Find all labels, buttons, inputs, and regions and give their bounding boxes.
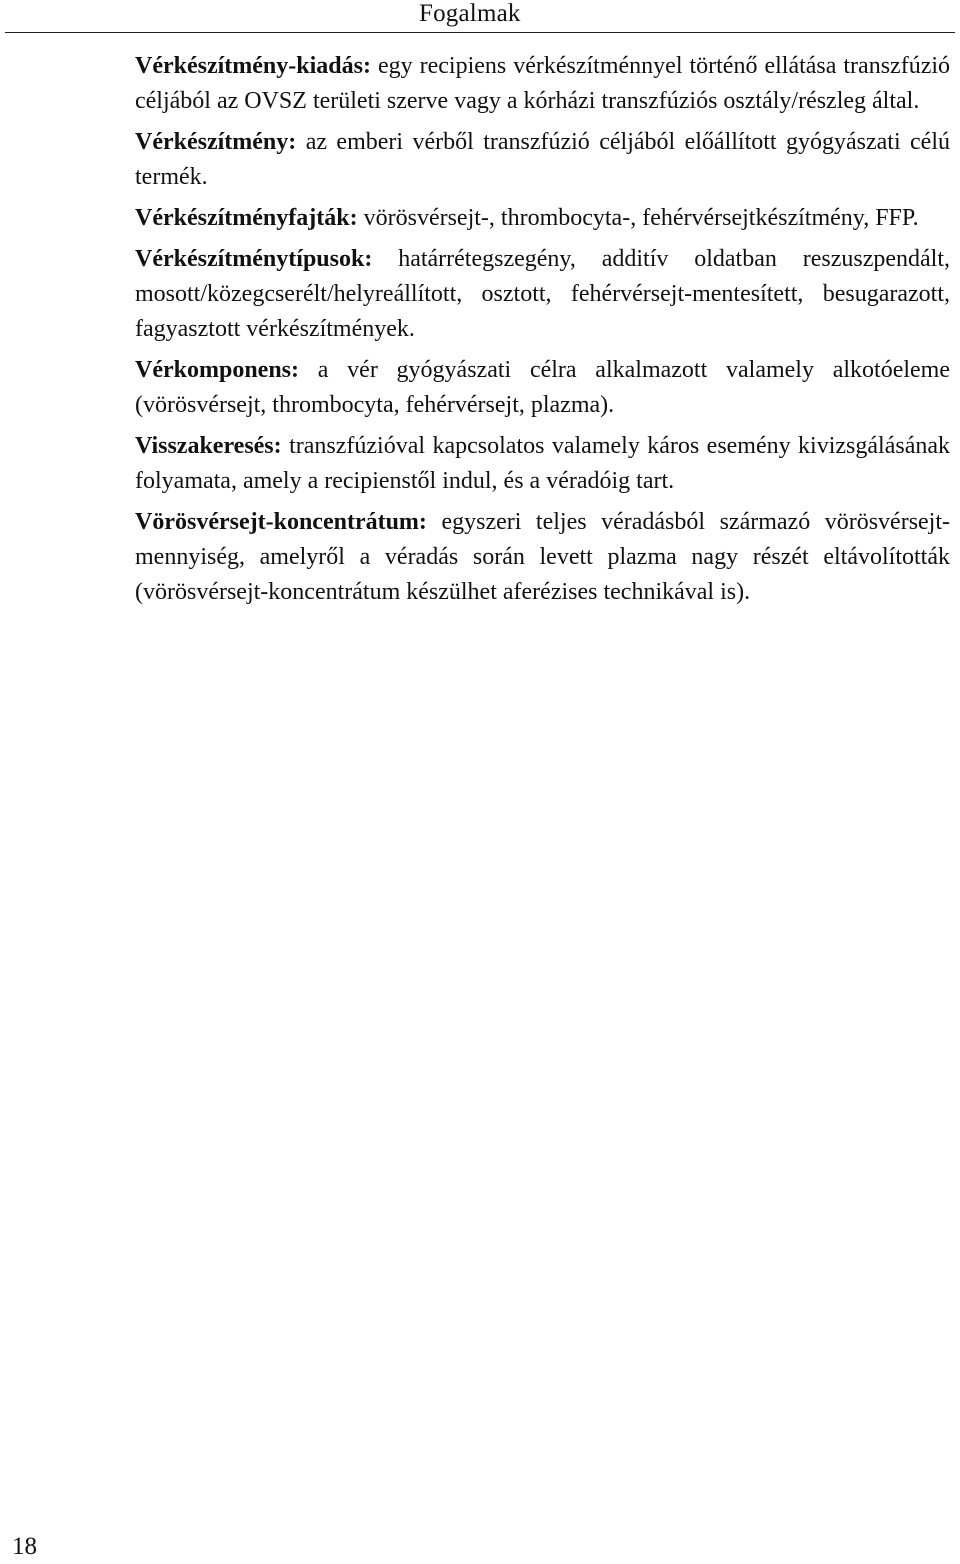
- running-title: Fogalmak: [419, 0, 521, 27]
- glossary-term: Vörösvérsejt-koncentrátum:: [135, 509, 427, 535]
- glossary-entry: [135, 429, 950, 499]
- glossary-term: Vérkészítmény-kiadás:: [135, 53, 371, 79]
- glossary-term: Vérkészítménytípusok:: [135, 246, 373, 272]
- glossary-term: Vérkészítményfajták:: [135, 205, 358, 231]
- glossary-entry: [135, 201, 950, 236]
- glossary-entry: [135, 353, 950, 423]
- glossary-entry: [135, 125, 950, 195]
- glossary-definition: egy recipiens vérkészítménnyel történő ellátása transzfúzió céljából az OVSZ területi szerve vagy a kórházi transzfúziós osztály/részleg által.: [135, 53, 951, 114]
- glossary-entry: [135, 505, 950, 610]
- page-number: 18: [12, 1533, 37, 1560]
- glossary-entry: [135, 49, 950, 119]
- running-header: [0, 0, 955, 34]
- glossary-definition: transzfúzióval kapcsolatos valamely káros esemény kivizsgálásának folyamata, amely a recipienstől indul, és a véradóig tart.: [135, 433, 951, 494]
- glossary-term: Visszakeresés:: [135, 433, 282, 459]
- glossary-term: Vérkészítmény:: [135, 129, 297, 155]
- glossary-entry: [135, 242, 950, 347]
- glossary-definition: egyszeri teljes véradásból származó vörösvérsejt-mennyiség, amelyről a véradás során levett plazma nagy részét eltávolították (vörösvérsejt-koncentrátum készülhet aferézises technikával is).: [135, 509, 951, 605]
- header-rule: [5, 32, 955, 33]
- glossary-definition: vörösvérsejt-, thrombocyta-, fehérvérsejtkészítmény, FFP.: [363, 205, 919, 231]
- glossary-term: Vérkomponens:: [135, 357, 300, 383]
- glossary-definition: határrétegszegény, additív oldatban reszuszpendált, mosott/közegcserélt/helyreállított, osztott, fehérvérsejt-mentesített, besugarazott, fagyasztott vérkészítmények.: [135, 246, 950, 342]
- glossary-body: [135, 49, 950, 616]
- glossary-definition: a vér gyógyászati célra alkalmazott valamely alkotóeleme (vörösvérsejt, thrombocyta, fehérvérsejt, plazma).: [135, 357, 950, 418]
- glossary-definition: az emberi vérből transzfúzió céljából előállított gyógyászati célú termék.: [135, 129, 951, 190]
